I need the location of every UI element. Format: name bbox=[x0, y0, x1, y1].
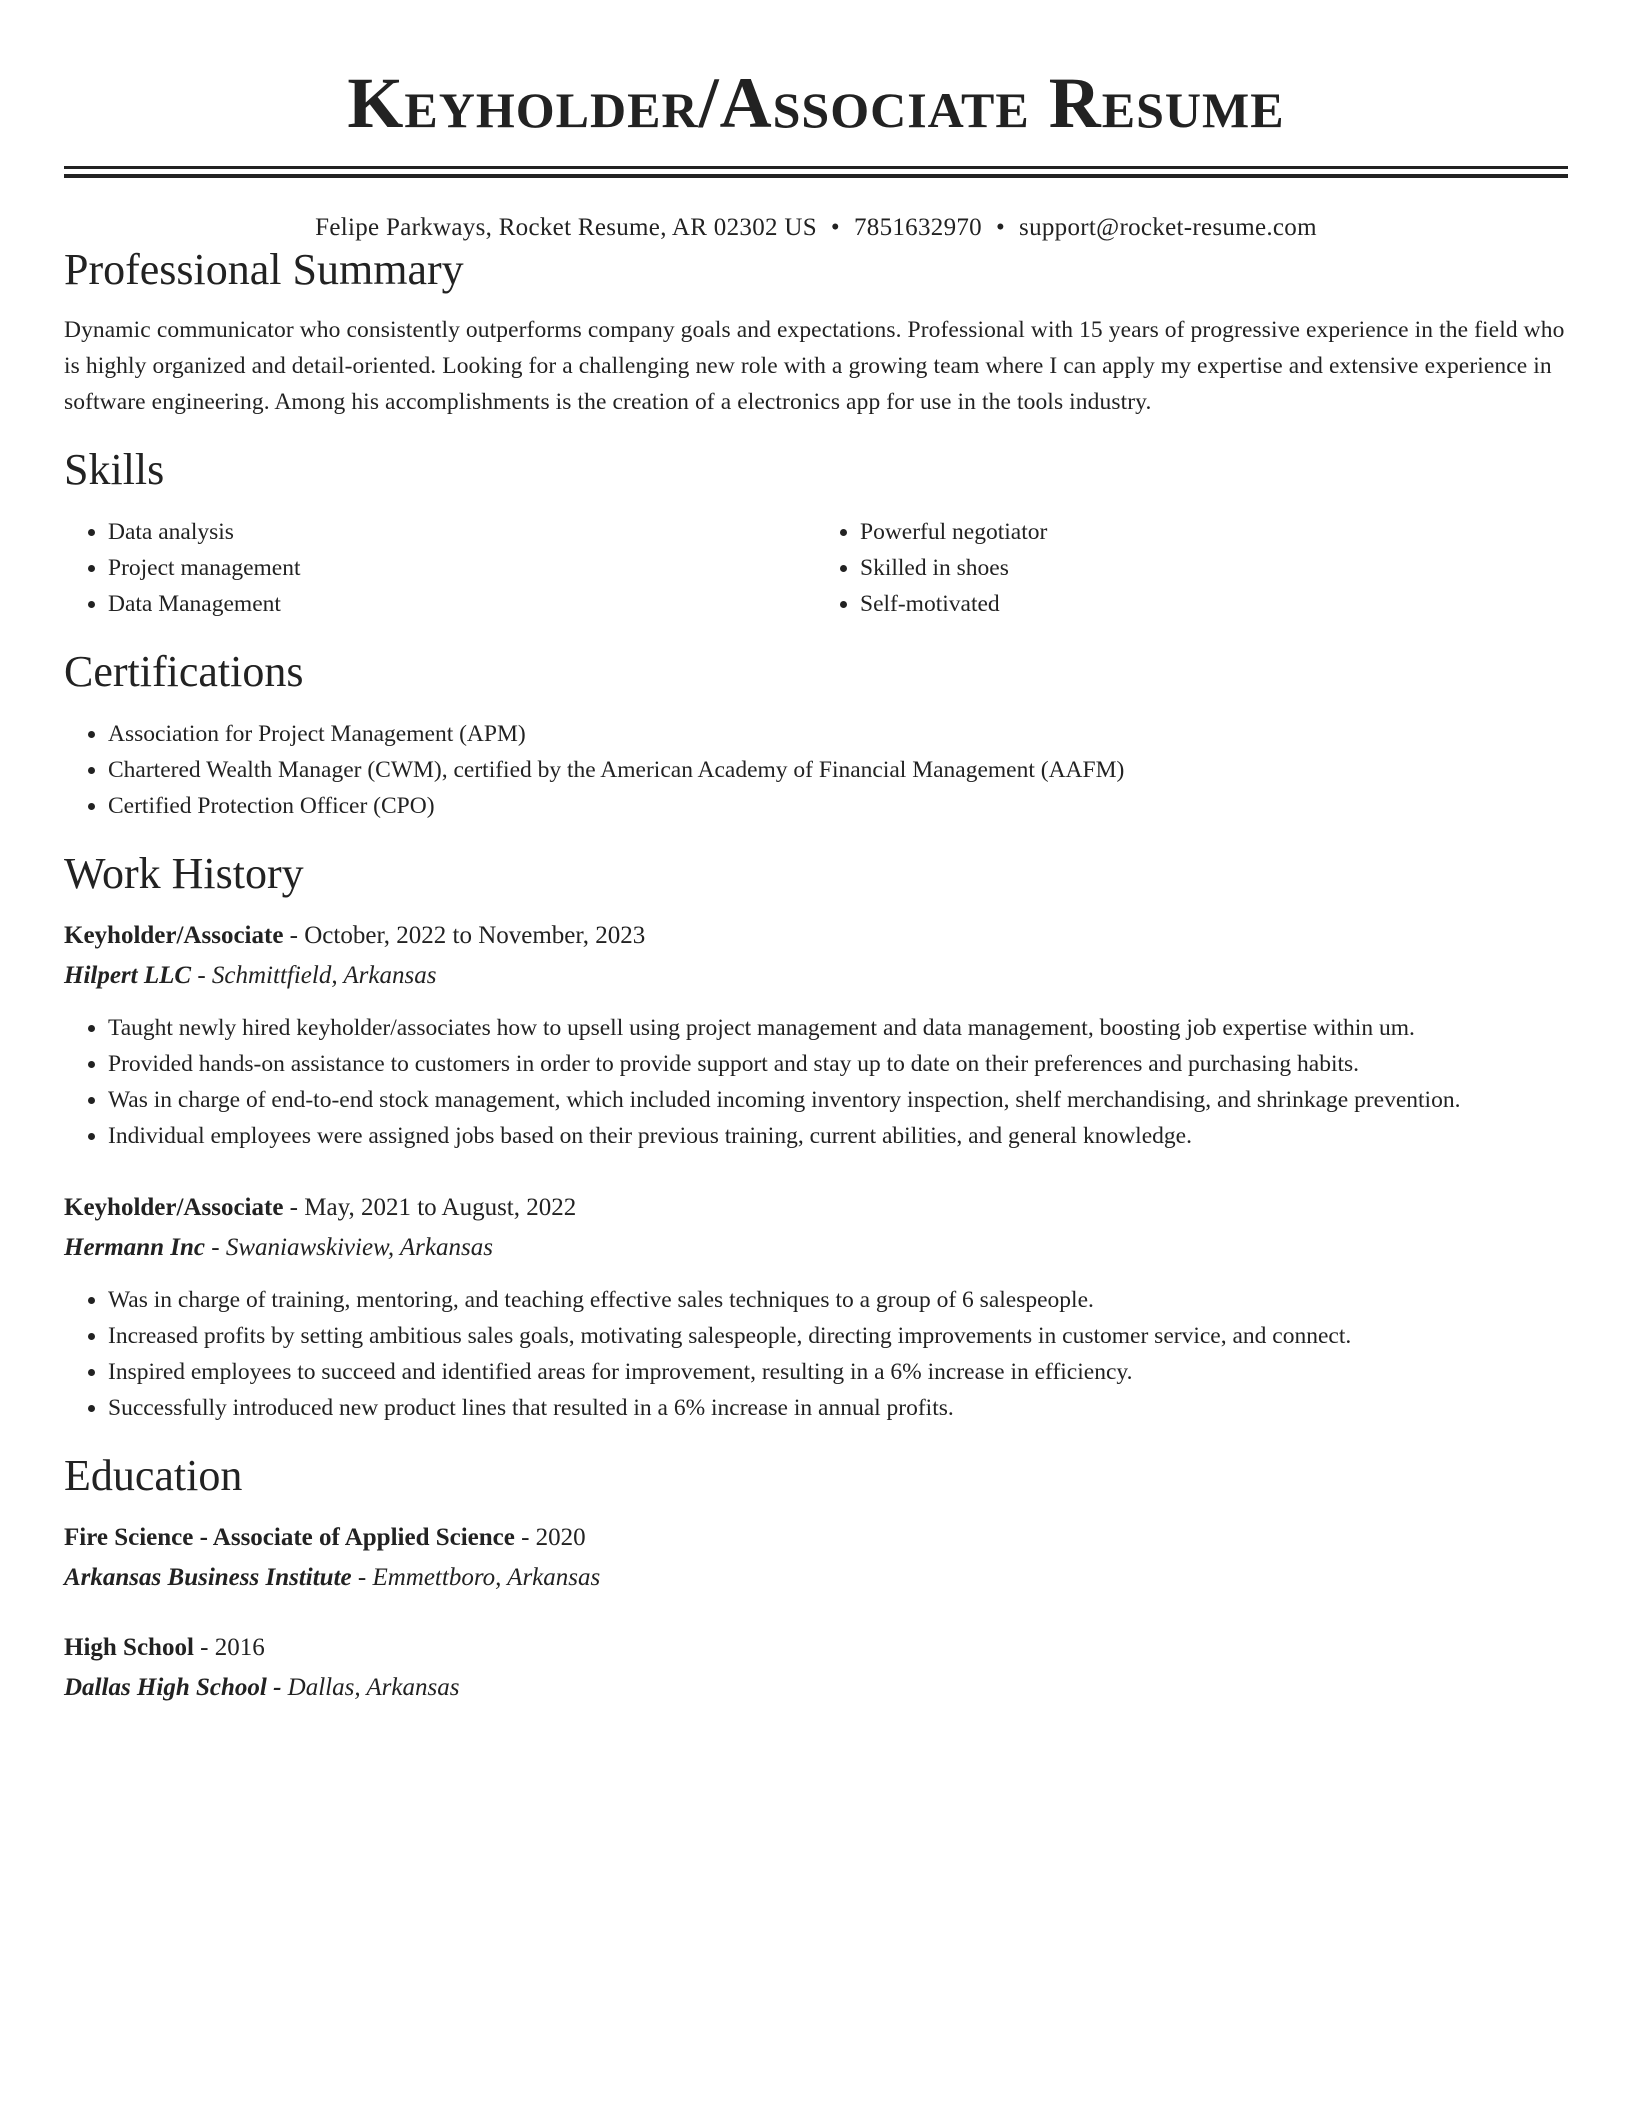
education-degree: High School bbox=[64, 1634, 194, 1661]
education-degree: Fire Science - Associate of Applied Science bbox=[64, 1524, 515, 1551]
contact-line bbox=[64, 212, 1568, 244]
education-entry bbox=[64, 1520, 1568, 1596]
resume-title: Keyholder/Associate Resume bbox=[347, 63, 1285, 143]
job-bullet: • Successfully introduced new product lines that resulted in a 6% increase in annual profits. bbox=[108, 1390, 1568, 1426]
job-bullet: • Provided hands-on assistance to customers in order to provide support and stay up to date on their preferences and purchasing habits. bbox=[108, 1046, 1568, 1082]
summary-heading: Professional Summary bbox=[64, 245, 464, 294]
job-title: Keyholder/Associate bbox=[64, 1194, 284, 1221]
education-location: - Emmettboro, Arkansas bbox=[351, 1564, 601, 1591]
job-bullet: • Individual employees were assigned jobs based on their previous training, current abilities, and general knowledge. bbox=[108, 1118, 1568, 1154]
job-entry bbox=[64, 918, 1568, 1154]
job-title-line bbox=[64, 918, 1568, 954]
skill-item: • Data Management bbox=[108, 586, 816, 622]
job-bullet: • Was in charge of training, mentoring, and teaching effective sales techniques to a group of 6 salespeople. bbox=[108, 1282, 1568, 1318]
education-location: Dallas, Arkansas bbox=[281, 1674, 460, 1701]
skill-item: • Skilled in shoes bbox=[860, 550, 1568, 586]
job-location: - Schmittfield, Arkansas bbox=[191, 962, 437, 989]
job-bullets bbox=[64, 1282, 1568, 1426]
contact-separator: • bbox=[995, 214, 1006, 241]
job-location: - Swaniawskiview, Arkansas bbox=[205, 1234, 493, 1261]
title-divider bbox=[64, 166, 1568, 178]
education-entry bbox=[64, 1630, 1568, 1706]
skill-item: • Data analysis bbox=[108, 514, 816, 550]
work-history-heading: Work History bbox=[64, 849, 304, 898]
job-bullet: • Was in charge of end-to-end stock management, which included incoming inventory inspection, shelf merchandising, and shrinkage prevention. bbox=[108, 1082, 1568, 1118]
job-company: Hermann Inc bbox=[64, 1234, 206, 1261]
education-school: Dallas High School - bbox=[64, 1674, 282, 1701]
education-year: - 2020 bbox=[514, 1524, 586, 1551]
contact-address: Felipe Parkways, Rocket Resume, AR 02302 US bbox=[315, 214, 817, 241]
certification-item: • Chartered Wealth Manager (CWM), certified by the American Academy of Financial Management (AAFM) bbox=[108, 752, 1568, 788]
contact-email: support@rocket-resume.com bbox=[1019, 214, 1317, 241]
job-company: Hilpert LLC bbox=[64, 962, 192, 989]
job-title-line bbox=[64, 1190, 1568, 1226]
skills-list-right bbox=[816, 514, 1568, 622]
education-school-line bbox=[64, 1670, 1568, 1706]
job-bullet: • Taught newly hired keyholder/associates how to upsell using project management and data management, boosting job expertise within um. bbox=[108, 1010, 1568, 1046]
job-bullet: • Inspired employees to succeed and identified areas for improvement, resulting in a 6% increase in efficiency. bbox=[108, 1354, 1568, 1390]
education-school: Arkansas Business Institute bbox=[64, 1564, 352, 1591]
skills-grid bbox=[64, 514, 1568, 622]
certification-item: • Association for Project Management (APM) bbox=[108, 716, 1568, 752]
job-dates: - May, 2021 to August, 2022 bbox=[283, 1194, 577, 1221]
skill-item: • Project management bbox=[108, 550, 816, 586]
skills-section bbox=[64, 444, 1568, 622]
certifications-section bbox=[64, 646, 1568, 824]
certifications-heading: Certifications bbox=[64, 647, 304, 696]
education-degree-line bbox=[64, 1520, 1568, 1556]
job-title: Keyholder/Associate bbox=[64, 922, 284, 949]
certifications-list bbox=[64, 716, 1568, 824]
contact-phone: 7851632970 bbox=[853, 214, 982, 241]
skills-heading: Skills bbox=[64, 445, 165, 494]
contact-separator: • bbox=[830, 214, 840, 241]
skills-list-left bbox=[64, 514, 816, 622]
certification-item: • Certified Protection Officer (CPO) bbox=[108, 788, 1568, 824]
education-year: - 2016 bbox=[193, 1634, 265, 1661]
job-bullets bbox=[64, 1010, 1568, 1154]
summary-text: Dynamic communicator who consistently outperforms company goals and expectations. Professional with 15 years of progressive experience in the field who is highly organized and detail-oriented. Looking for a challenging new role with a growing team where I can apply my expertise and extensive experience in software engineering. Among his accomplishments is the creation of a electronics app for use in the tools industry. bbox=[64, 317, 1565, 415]
education-degree-line bbox=[64, 1630, 1568, 1666]
job-company-line bbox=[64, 958, 1568, 994]
job-company-line bbox=[64, 1230, 1568, 1266]
skill-item: • Self-motivated bbox=[860, 586, 1568, 622]
education-school-line bbox=[64, 1560, 1568, 1596]
job-dates: - October, 2022 to November, 2023 bbox=[283, 922, 646, 949]
job-bullet: • Increased profits by setting ambitious sales goals, motivating salespeople, directing improvements in customer service, and connect. bbox=[108, 1318, 1568, 1354]
education-section bbox=[64, 1450, 1568, 1706]
skill-item: • Powerful negotiator bbox=[860, 514, 1568, 550]
job-entry bbox=[64, 1190, 1568, 1426]
education-heading: Education bbox=[64, 1451, 243, 1500]
work-history-section bbox=[64, 848, 1568, 1426]
